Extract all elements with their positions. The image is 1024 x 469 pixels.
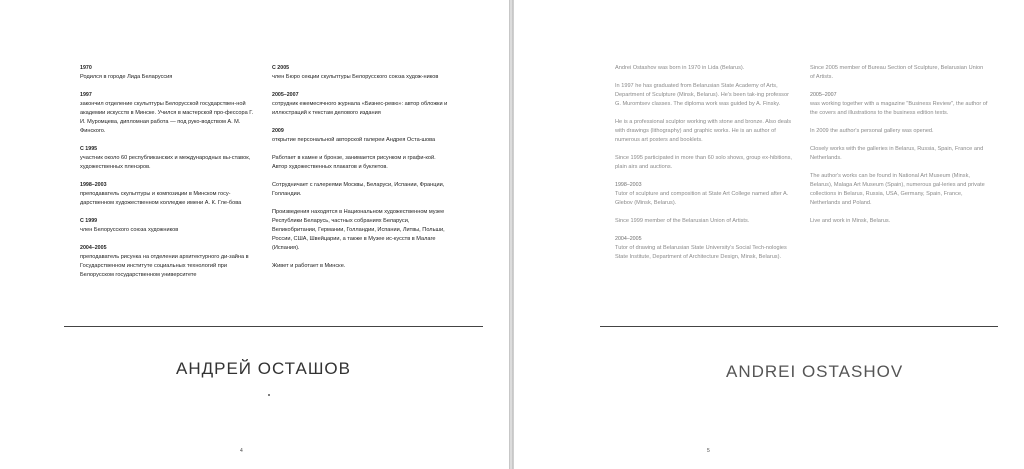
- entry-text: Живет и работает в Минске.: [272, 263, 346, 269]
- entry-text: was working together with a magazine "Business Review", the author of the covers and illustrations to the business edition texts.: [810, 101, 988, 116]
- bio-entry: [615, 154, 793, 172]
- entry-text: член Бюро секции скульптуры Белорусского союза худож-ников: [272, 74, 439, 80]
- entry-text: открытие персональной авторской галереи Андрея Оста-шова: [272, 137, 436, 143]
- bio-entry: [615, 82, 793, 109]
- bio-entry: [272, 91, 448, 118]
- entry-year: 1997: [80, 92, 92, 98]
- entry-year: 2004–2005: [80, 245, 107, 251]
- bio-entry: [810, 217, 988, 226]
- bio-entry: [272, 64, 448, 82]
- bio-entry: [80, 217, 256, 235]
- bio-entry: [615, 235, 793, 262]
- entry-text: He is a professional sculptor working with stone and bronze. Also deals with drawings (lithography) and graphic works. He is an author of numerous art posters and booklets.: [615, 119, 791, 143]
- entry-text: Tutor of drawing at Belarusian State University's Social Tech-nologies State Institute, Department of Architecture Design, Minsk, Belarus).: [615, 245, 787, 260]
- page-number: 4: [240, 448, 243, 454]
- entry-text: член Белорусского союза художников: [80, 227, 179, 233]
- bio-entry: [810, 64, 988, 82]
- entry-text: In 1997 he has graduated from Belarusian State Academy of Arts, Department of Sculpture (Minsk, Belarus). He's been tak-ing professor G. Muromtsev classes. The diploma work was guided by A. Finsky.: [615, 83, 789, 107]
- bio-entry: [615, 181, 793, 208]
- entry-text: закончил отделение скульптуры Белорусской государствен-ной академии искусств в Минске. Учился в мастерской про-фессора Г. И. Муромцева, дипломная работа — под руко-водством А. М. Финского.: [80, 101, 254, 134]
- entry-year: 2009: [272, 128, 284, 134]
- entry-year: С 1995: [80, 146, 98, 152]
- entry-year: 1998–2003: [615, 182, 642, 188]
- entry-year: С 1999: [80, 218, 98, 224]
- right-column-1: [615, 64, 793, 271]
- left-page: [0, 0, 510, 469]
- bio-entry: [615, 64, 793, 73]
- left-column-2: [272, 64, 448, 280]
- entry-text: In 2009 the author's personal gallery was opened.: [810, 128, 934, 134]
- entry-text: участник около 60 республиканских и международных вы-ставок, художественных пленэров.: [80, 155, 251, 170]
- bio-entry: [80, 181, 256, 208]
- entry-year: 2005–2007: [810, 92, 837, 98]
- entry-year: 2005–2007: [272, 92, 299, 98]
- decorative-dot: [268, 394, 270, 396]
- divider-line: [64, 326, 483, 327]
- entry-text: преподаватель скульптуры и композиции в Минском госу-дарственном художественном колледже имени А. К. Глe-бова: [80, 191, 242, 206]
- entry-text: сотрудник ежемесячного журнала «Бизнес-ревю»: автор обложки и иллюстраций к текстам делового издания: [272, 101, 448, 116]
- artist-name-russian: АНДРЕЙ ОСТАШОВ: [176, 359, 351, 378]
- bio-entry: [272, 127, 448, 145]
- entry-text: Произведения находятся в Национальном художественном музее Республики Беларусь, частных собраниях Беларуси, Великобритании, Германии, Голландии, Испании, Литвы, Польши, России, США, Швейцарии, а также в Музее ис-кусств в Малаге (Испания).: [272, 209, 445, 251]
- entry-text: The author's works can be found in National Art Museum (Minsk, Belarus), Malaga Art Museum (Spain), numerous gal-leries and private collections in Belarus, Russia, USA, Germany, Spain, France, Netherlands and Poland.: [810, 173, 985, 206]
- bio-entry: [80, 91, 256, 136]
- entry-year: 1998–2003: [80, 182, 107, 188]
- right-page: [513, 0, 1024, 469]
- bio-entry: [810, 172, 988, 208]
- bio-entry: [272, 154, 448, 172]
- entry-text: Since 1995 participated in more than 60 solo shows, group ex-hibitions, plain airs and auctions.: [615, 155, 792, 170]
- entry-year: 2004–2005: [615, 236, 642, 242]
- entry-year: С 2005: [272, 65, 290, 71]
- bio-entry: [272, 262, 448, 271]
- left-column-1: [80, 64, 256, 289]
- bio-entry: [80, 64, 256, 82]
- bio-entry: [272, 208, 448, 253]
- bio-entry: [272, 181, 448, 199]
- entry-text: Live and work in Minsk, Belarus.: [810, 218, 891, 224]
- entry-text: Родился в городе Лидa Беларуссия: [80, 74, 173, 80]
- entry-text: Since 1999 member of the Belarusian Union of Artists.: [615, 218, 750, 224]
- entry-text: Сотрудничает с галереями Москвы, Беларуси, Испании, Франции, Голландии.: [272, 182, 445, 197]
- artist-name-english: ANDREI OSTASHOV: [726, 362, 904, 381]
- bio-entry: [810, 145, 988, 163]
- entry-text: Closely works with the galleries in Belarus, Russia, Spain, France and Netherlands.: [810, 146, 984, 161]
- bio-entry: [80, 244, 256, 280]
- right-column-2: [810, 64, 988, 235]
- entry-text: Andrei Ostashov was born in 1970 in Lida (Belarus).: [615, 65, 745, 71]
- entry-text: Tutor of sculpture and composition at State Art College named after A. Glebov (Minsk, Belarus).: [615, 191, 789, 206]
- bio-entry: [810, 91, 988, 118]
- entry-year: 1970: [80, 65, 92, 71]
- bio-entry: [615, 217, 793, 226]
- entry-text: преподаватель рисунка на отделении архитектурного ди-зайна в Государственном институте социальных технологий при Белорусском государственном университете: [80, 254, 249, 278]
- bio-entry: [810, 127, 988, 136]
- bio-entry: [615, 118, 793, 145]
- page-number: 5: [707, 448, 710, 454]
- entry-text: Работает в камне и бронзе, занимается рисунком и графи-кой. Автор художественных плакатов и буклетов.: [272, 155, 436, 170]
- bio-entry: [80, 145, 256, 172]
- divider-line: [600, 326, 998, 327]
- entry-text: Since 2005 member of Bureau Section of Sculpture, Belarusian Union of Artists.: [810, 65, 984, 80]
